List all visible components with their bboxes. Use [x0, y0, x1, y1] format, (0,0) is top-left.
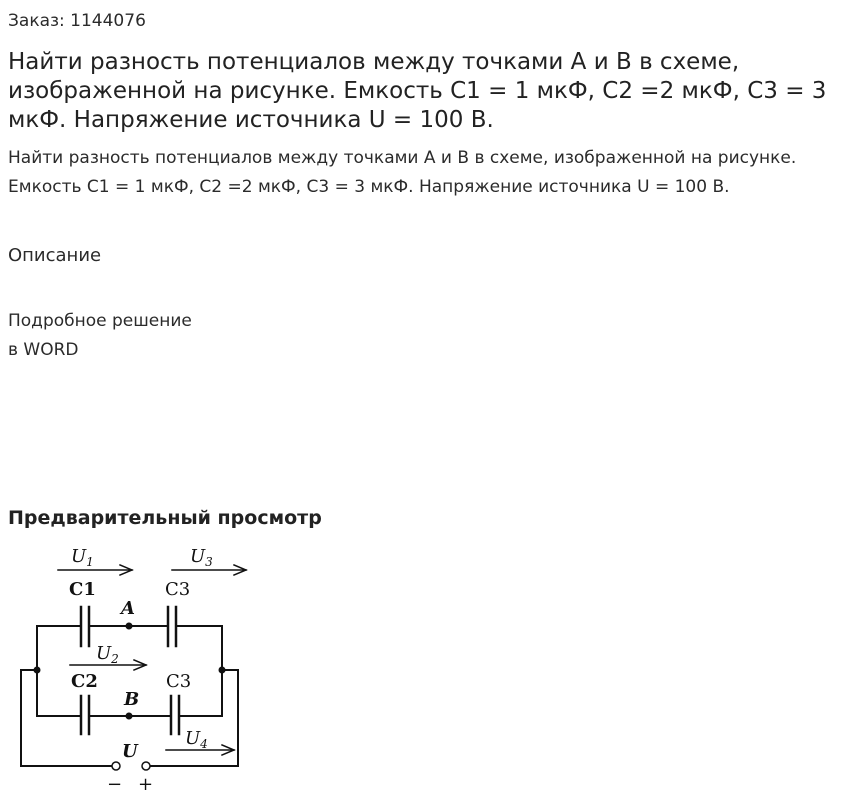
- u-label: U: [122, 741, 138, 762]
- plus-label: +: [138, 774, 154, 795]
- node-b: [126, 713, 133, 720]
- b-label: B: [124, 689, 140, 710]
- a-label: A: [121, 598, 135, 619]
- u1-label: $U_1$: [71, 546, 94, 569]
- description-line-2: в WORD: [8, 339, 79, 360]
- node-right: [219, 667, 226, 674]
- source-terminal-minus: [112, 762, 120, 770]
- preview-heading: Предварительный просмотр: [8, 507, 322, 529]
- node-a: [126, 623, 133, 630]
- u3-label: $U_3$: [190, 546, 213, 569]
- c3-top-label: C3: [165, 579, 191, 600]
- c3-bottom-label: C3: [166, 671, 192, 692]
- source-terminal-plus: [142, 762, 150, 770]
- minus-label: −: [107, 774, 123, 795]
- problem-text: Найти разность потенциалов между точками А и В в схеме, изображенной на рисунке. Емкость С1 = 1 мкФ, С2 =2 мкФ, С3 = 3 мкФ. Напряжение источника U = 100 В.: [8, 148, 797, 197]
- circuit-diagram: [8, 538, 268, 796]
- u4-label: $U_4$: [185, 728, 208, 751]
- node-left: [34, 667, 41, 674]
- page-title: Найти разность потенциалов между точками А и В в схеме, изображенной на рисунке. Емкость С1 = 1 мкФ, С2 =2 мкФ, С3 = 3 мкФ. Напряжение источника U = 100 В.: [8, 49, 827, 133]
- description-body: [8, 307, 192, 364]
- description-line-1: Подробное решение: [8, 311, 192, 331]
- c2-label: C2: [71, 671, 98, 692]
- description-heading: Описание: [8, 245, 102, 266]
- preview-image: [8, 538, 268, 796]
- order-number: Заказ: 1144076: [8, 11, 146, 31]
- c1-label: C1: [69, 579, 96, 600]
- u2-label: $U_2$: [96, 643, 119, 666]
